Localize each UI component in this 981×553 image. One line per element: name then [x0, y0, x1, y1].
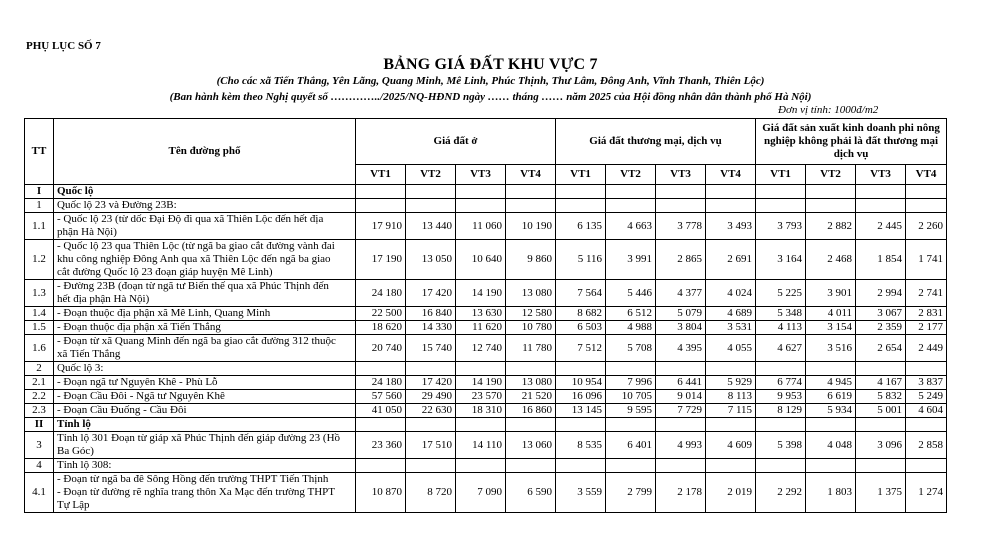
header-vt-2: VT2	[406, 165, 456, 185]
price-cell	[606, 459, 656, 473]
street-name-line: Tự Lập	[57, 499, 90, 511]
table-row	[25, 280, 947, 307]
price-cell: 13 050	[406, 240, 456, 280]
street-name-line: phận Hà Nội)	[57, 226, 117, 238]
price-cell: 24 180	[356, 376, 406, 390]
price-cell	[656, 418, 706, 432]
street-name-line: Quốc lộ	[57, 185, 94, 197]
price-cell: 8 535	[556, 432, 606, 459]
header-vt-10: VT2	[806, 165, 856, 185]
price-cell: 8 113	[706, 390, 756, 404]
price-cell: 29 490	[406, 390, 456, 404]
table-row	[25, 362, 947, 376]
price-cell	[506, 459, 556, 473]
price-cell	[356, 418, 406, 432]
price-cell: 4 113	[756, 321, 806, 335]
price-cell: 13 630	[456, 307, 506, 321]
price-cell	[456, 418, 506, 432]
table-row	[25, 418, 947, 432]
table-row	[25, 185, 947, 199]
price-cell	[756, 362, 806, 376]
price-cell: 12 580	[506, 307, 556, 321]
header-street-name: Tên đường phố	[54, 119, 356, 185]
price-cell: 7 512	[556, 335, 606, 362]
row-number: 1.6	[25, 335, 54, 362]
header-vt-3: VT3	[456, 165, 506, 185]
price-cell: 21 520	[506, 390, 556, 404]
price-cell: 3 067	[856, 307, 906, 321]
price-cell: 2 449	[906, 335, 947, 362]
price-cell: 1 274	[906, 473, 947, 513]
price-cell: 18 310	[456, 404, 506, 418]
price-cell: 9 953	[756, 390, 806, 404]
price-cell: 14 330	[406, 321, 456, 335]
price-cell: 23 570	[456, 390, 506, 404]
price-cell: 2 691	[706, 240, 756, 280]
street-name-line: - Quốc lộ 23 (từ dốc Đại Độ đi qua xã Thiên Lộc đến hết địa	[57, 213, 324, 225]
price-cell: 17 510	[406, 432, 456, 459]
price-cell: 7 729	[656, 404, 706, 418]
subtitle-resolution: (Ban hành kèm theo Nghị quyết số …………../2025/NQ-HĐND ngày …… tháng …… năm 2025 của Hội đồng nhân dân thành phố Hà Nội)	[169, 91, 812, 103]
price-cell	[356, 362, 406, 376]
price-cell	[556, 199, 606, 213]
price-cell: 13 145	[556, 404, 606, 418]
row-number: 4	[25, 459, 54, 473]
price-cell: 3 096	[856, 432, 906, 459]
price-cell	[856, 418, 906, 432]
price-cell: 1 375	[856, 473, 906, 513]
price-cell: 2 858	[906, 432, 947, 459]
price-cell	[556, 185, 606, 199]
price-cell: 2 359	[856, 321, 906, 335]
price-cell: 14 190	[456, 376, 506, 390]
price-cell	[806, 459, 856, 473]
price-cell	[606, 362, 656, 376]
header-vt-6: VT2	[606, 165, 656, 185]
price-cell	[806, 185, 856, 199]
price-cell: 3 778	[656, 213, 706, 240]
price-cell: 2 468	[806, 240, 856, 280]
header-vt-5: VT1	[556, 165, 606, 185]
price-cell: 18 620	[356, 321, 406, 335]
header-vt-4: VT4	[506, 165, 556, 185]
price-cell	[906, 418, 947, 432]
table-row	[25, 404, 947, 418]
price-cell	[756, 459, 806, 473]
street-name	[54, 362, 356, 376]
price-cell: 12 740	[456, 335, 506, 362]
price-cell: 4 993	[656, 432, 706, 459]
street-name	[54, 376, 356, 390]
price-cell	[656, 459, 706, 473]
price-cell	[356, 459, 406, 473]
price-cell: 2 882	[806, 213, 856, 240]
row-number: 3	[25, 432, 54, 459]
street-name	[54, 459, 356, 473]
price-cell: 2 799	[606, 473, 656, 513]
table-row	[25, 335, 947, 362]
price-cell: 7 090	[456, 473, 506, 513]
table-row	[25, 473, 947, 513]
price-cell: 17 190	[356, 240, 406, 280]
street-name-line: xã Tiến Thắng	[57, 348, 121, 360]
street-name	[54, 199, 356, 213]
price-cell	[406, 199, 456, 213]
price-cell	[406, 459, 456, 473]
price-cell: 3 559	[556, 473, 606, 513]
price-cell: 16 096	[556, 390, 606, 404]
price-cell: 10 780	[506, 321, 556, 335]
price-cell: 5 116	[556, 240, 606, 280]
price-cell: 4 055	[706, 335, 756, 362]
price-cell: 20 740	[356, 335, 406, 362]
price-cell: 9 014	[656, 390, 706, 404]
header-vt-11: VT3	[856, 165, 906, 185]
street-name-line: - Quốc lộ 23 qua Thiên Lộc (từ ngã ba giao cắt đường vành đai	[57, 240, 335, 252]
price-cell: 2 260	[906, 213, 947, 240]
table-row	[25, 390, 947, 404]
price-cell: 3 837	[906, 376, 947, 390]
price-cell	[606, 199, 656, 213]
row-number: 2	[25, 362, 54, 376]
street-name-line: - Đoạn từ đường rẽ nghĩa trang thôn Xa Mạc đến trường THPT	[57, 486, 335, 498]
header-commercial-price: Giá đất thương mại, dịch vụ	[556, 119, 756, 165]
price-cell: 3 493	[706, 213, 756, 240]
street-name-line: Tỉnh lộ	[57, 418, 91, 430]
street-name	[54, 432, 356, 459]
price-cell: 23 360	[356, 432, 406, 459]
price-cell: 8 682	[556, 307, 606, 321]
price-cell: 4 167	[856, 376, 906, 390]
price-cell: 3 531	[706, 321, 756, 335]
price-cell: 6 503	[556, 321, 606, 335]
price-cell	[756, 185, 806, 199]
price-cell: 4 377	[656, 280, 706, 307]
price-cell: 3 793	[756, 213, 806, 240]
street-name-line: Quốc lộ 3:	[57, 362, 104, 374]
price-cell: 6 512	[606, 307, 656, 321]
table-row	[25, 199, 947, 213]
price-cell: 2 654	[856, 335, 906, 362]
price-cell: 22 630	[406, 404, 456, 418]
street-name-line: - Đoạn Cầu Đôi - Ngã tư Nguyên Khê	[57, 390, 225, 402]
price-cell: 2 019	[706, 473, 756, 513]
price-cell: 2 178	[656, 473, 706, 513]
price-cell	[456, 199, 506, 213]
price-cell: 2 865	[656, 240, 706, 280]
price-cell: 13 080	[506, 376, 556, 390]
row-number: 2.2	[25, 390, 54, 404]
table-row	[25, 307, 947, 321]
price-cell: 9 595	[606, 404, 656, 418]
price-cell: 41 050	[356, 404, 406, 418]
street-name	[54, 335, 356, 362]
price-cell: 10 190	[506, 213, 556, 240]
street-name	[54, 473, 356, 513]
street-name	[54, 390, 356, 404]
header-vt-12: VT4	[906, 165, 947, 185]
street-name	[54, 280, 356, 307]
street-name-line: hết địa phận Hà Nội)	[57, 293, 150, 305]
street-name	[54, 307, 356, 321]
price-cell	[906, 459, 947, 473]
price-cell: 14 190	[456, 280, 506, 307]
table-row	[25, 432, 947, 459]
street-name	[54, 213, 356, 240]
price-cell: 6 135	[556, 213, 606, 240]
row-number: 1	[25, 199, 54, 213]
table-row	[25, 376, 947, 390]
row-number: 4.1	[25, 473, 54, 513]
price-cell	[356, 199, 406, 213]
price-cell	[606, 185, 656, 199]
row-number: 2.1	[25, 376, 54, 390]
row-number: 1.3	[25, 280, 54, 307]
header-tt: TT	[25, 119, 54, 185]
price-cell: 3 516	[806, 335, 856, 362]
page-title: BẢNG GIÁ ĐẤT KHU VỰC 7	[383, 56, 598, 73]
street-name-line: cắt đường Quốc lộ 23 đoạn giáp huyện Mê Linh)	[57, 266, 273, 278]
price-cell: 17 420	[406, 280, 456, 307]
price-cell: 8 720	[406, 473, 456, 513]
street-name	[54, 321, 356, 335]
price-cell: 1 854	[856, 240, 906, 280]
price-cell: 1 741	[906, 240, 947, 280]
price-table	[24, 118, 947, 513]
price-cell: 7 115	[706, 404, 756, 418]
row-number: II	[25, 418, 54, 432]
price-cell: 9 860	[506, 240, 556, 280]
price-cell: 5 249	[906, 390, 947, 404]
price-cell	[856, 185, 906, 199]
price-cell: 10 870	[356, 473, 406, 513]
street-name-line: Quốc lộ 23 và Đường 23B:	[57, 199, 177, 211]
price-cell: 11 060	[456, 213, 506, 240]
price-cell: 5 001	[856, 404, 906, 418]
price-cell	[756, 418, 806, 432]
street-name	[54, 404, 356, 418]
price-cell	[706, 199, 756, 213]
price-cell: 22 500	[356, 307, 406, 321]
street-name-line: khu công nghiệp Đông Anh qua xã Thiên Lộc đến ngã ba giao	[57, 253, 331, 265]
price-cell: 6 774	[756, 376, 806, 390]
price-cell	[356, 185, 406, 199]
price-cell: 3 901	[806, 280, 856, 307]
street-name-line: - Đường 23B (đoạn từ ngã tư Biến thế qua xã Phúc Thịnh đến	[57, 280, 329, 292]
price-cell: 4 945	[806, 376, 856, 390]
row-number: 1.4	[25, 307, 54, 321]
price-cell	[406, 362, 456, 376]
street-name-line: - Đoạn thuộc địa phận xã Mê Linh, Quang Minh	[57, 307, 271, 319]
price-cell: 5 079	[656, 307, 706, 321]
price-cell	[656, 362, 706, 376]
table-body	[25, 185, 947, 513]
price-cell: 24 180	[356, 280, 406, 307]
price-cell: 2 831	[906, 307, 947, 321]
table-row	[25, 213, 947, 240]
price-cell	[606, 418, 656, 432]
price-cell: 4 011	[806, 307, 856, 321]
price-cell	[756, 199, 806, 213]
price-cell	[706, 418, 756, 432]
price-cell	[806, 362, 856, 376]
price-cell	[456, 362, 506, 376]
street-name-line: Ba Góc)	[57, 445, 94, 457]
price-cell: 3 164	[756, 240, 806, 280]
subtitle-scope: (Cho các xã Tiến Thắng, Yên Lãng, Quang Minh, Mê Linh, Phúc Thịnh, Thư Lâm, Đông Anh, Vĩnh Thanh, Thiên Lộc)	[216, 75, 765, 87]
price-cell: 4 395	[656, 335, 706, 362]
price-cell	[506, 199, 556, 213]
unit-label: Đơn vị tính: 1000đ/m2	[778, 104, 879, 116]
price-cell: 13 440	[406, 213, 456, 240]
price-cell	[506, 418, 556, 432]
price-cell: 15 740	[406, 335, 456, 362]
price-cell	[906, 199, 947, 213]
header-vt-8: VT4	[706, 165, 756, 185]
price-cell: 4 689	[706, 307, 756, 321]
street-name-line: - Đoạn từ ngã ba đê Sông Hồng đến trường THPT Tiến Thịnh	[57, 473, 329, 485]
price-cell	[906, 185, 947, 199]
price-cell	[706, 362, 756, 376]
price-cell	[806, 199, 856, 213]
price-cell: 4 663	[606, 213, 656, 240]
price-cell: 6 590	[506, 473, 556, 513]
street-name-line: Tỉnh lộ 308:	[57, 459, 112, 471]
price-cell: 6 441	[656, 376, 706, 390]
price-cell: 5 929	[706, 376, 756, 390]
price-cell: 4 627	[756, 335, 806, 362]
price-cell	[906, 362, 947, 376]
price-cell	[656, 185, 706, 199]
row-number: 1.1	[25, 213, 54, 240]
price-cell	[556, 459, 606, 473]
price-cell: 5 934	[806, 404, 856, 418]
street-name	[54, 185, 356, 199]
price-cell: 5 832	[856, 390, 906, 404]
price-cell: 7 564	[556, 280, 606, 307]
price-cell: 7 996	[606, 376, 656, 390]
table-row	[25, 240, 947, 280]
header-nonagri-production-price: Giá đất sản xuất kinh doanh phi nông nghiệp không phải là đất thương mại dịch vụ	[756, 119, 947, 165]
price-cell: 3 154	[806, 321, 856, 335]
price-cell: 6 619	[806, 390, 856, 404]
price-cell: 4 609	[706, 432, 756, 459]
price-cell: 4 048	[806, 432, 856, 459]
price-cell: 17 910	[356, 213, 406, 240]
price-cell: 11 620	[456, 321, 506, 335]
street-name-line: - Đoạn Cầu Đuống - Cầu Đôi	[57, 404, 187, 416]
price-cell	[506, 185, 556, 199]
price-cell: 5 398	[756, 432, 806, 459]
header-vt-1: VT1	[356, 165, 406, 185]
price-cell: 5 225	[756, 280, 806, 307]
price-cell	[456, 185, 506, 199]
price-cell	[706, 459, 756, 473]
price-cell: 11 780	[506, 335, 556, 362]
price-cell: 3 804	[656, 321, 706, 335]
price-cell: 2 445	[856, 213, 906, 240]
price-cell: 16 860	[506, 404, 556, 418]
street-name-line: - Đoạn ngã tư Nguyên Khê - Phù Lỗ	[57, 376, 218, 388]
price-cell	[406, 185, 456, 199]
price-cell: 4 604	[906, 404, 947, 418]
price-cell	[806, 418, 856, 432]
price-cell: 6 401	[606, 432, 656, 459]
row-number: 1.2	[25, 240, 54, 280]
table-row	[25, 321, 947, 335]
price-cell	[706, 185, 756, 199]
price-cell: 2 994	[856, 280, 906, 307]
price-cell: 14 110	[456, 432, 506, 459]
price-cell	[556, 362, 606, 376]
price-cell	[506, 362, 556, 376]
price-cell	[656, 199, 706, 213]
price-cell: 5 348	[756, 307, 806, 321]
price-cell: 5 708	[606, 335, 656, 362]
price-cell: 2 292	[756, 473, 806, 513]
row-number: 2.3	[25, 404, 54, 418]
price-cell: 10 705	[606, 390, 656, 404]
row-number: 1.5	[25, 321, 54, 335]
price-cell: 57 560	[356, 390, 406, 404]
price-cell: 4 024	[706, 280, 756, 307]
price-cell: 10 954	[556, 376, 606, 390]
price-cell: 1 803	[806, 473, 856, 513]
price-cell: 2 741	[906, 280, 947, 307]
street-name-line: - Đoạn thuộc địa phận xã Tiến Thắng	[57, 321, 221, 333]
table-row	[25, 459, 947, 473]
price-cell: 8 129	[756, 404, 806, 418]
header-residential-price: Giá đất ở	[356, 119, 556, 165]
street-name-line: - Đoạn từ xã Quang Minh đến ngã ba giao cắt đường 312 thuộc	[57, 335, 336, 347]
price-cell: 5 446	[606, 280, 656, 307]
price-cell: 17 420	[406, 376, 456, 390]
price-cell	[406, 418, 456, 432]
street-name	[54, 240, 356, 280]
price-cell: 4 988	[606, 321, 656, 335]
price-cell: 13 080	[506, 280, 556, 307]
header-vt-7: VT3	[656, 165, 706, 185]
header-vt-9: VT1	[756, 165, 806, 185]
row-number: I	[25, 185, 54, 199]
price-cell: 10 640	[456, 240, 506, 280]
price-cell	[856, 362, 906, 376]
price-cell	[856, 199, 906, 213]
price-cell	[456, 459, 506, 473]
price-cell	[856, 459, 906, 473]
street-name-line: Tỉnh lộ 301 Đoạn từ giáp xã Phúc Thịnh đến giáp đường 23 (Hồ	[57, 432, 341, 444]
appendix-label: PHỤ LỤC SỐ 7	[26, 40, 101, 52]
price-cell	[556, 418, 606, 432]
price-cell: 3 991	[606, 240, 656, 280]
street-name	[54, 418, 356, 432]
price-cell: 16 840	[406, 307, 456, 321]
price-cell: 2 177	[906, 321, 947, 335]
price-cell: 13 060	[506, 432, 556, 459]
